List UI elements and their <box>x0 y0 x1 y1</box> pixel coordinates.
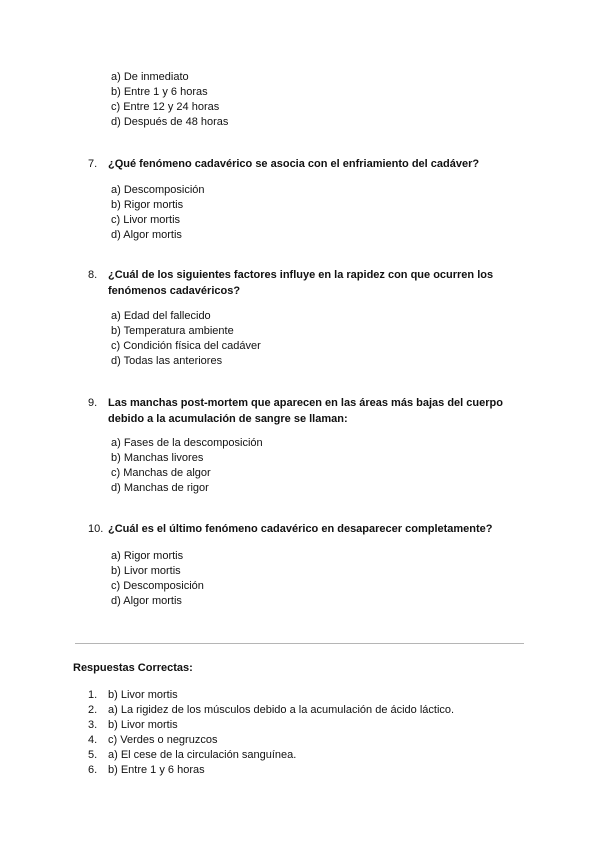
question-8 <box>88 267 518 299</box>
question-7-text: ¿Qué fenómeno cadavérico se asocia con el enfriamiento del cadáver? <box>108 158 480 170</box>
question-7-number: 7. <box>88 158 98 170</box>
question-9-text: Las manchas post-mortem que aparecen en las áreas más bajas del cuerpo debido a la acumulación de sangre se llaman: <box>108 397 503 425</box>
answer-item <box>88 763 454 778</box>
q10-option-b: b) Livor mortis <box>111 565 181 577</box>
q7-option-b: b) Rigor mortis <box>111 199 184 211</box>
q8-option-d: d) Todas las anteriores <box>111 355 223 367</box>
q7-option-c: c) Livor mortis <box>111 214 181 226</box>
answer-number: 1. <box>88 689 98 701</box>
answer-item <box>88 733 454 748</box>
answer-text: b) Livor mortis <box>108 719 178 731</box>
question-10 <box>88 521 518 537</box>
q10-option-c: c) Descomposición <box>111 580 204 592</box>
answer-text: b) Entre 1 y 6 horas <box>108 764 205 776</box>
q7-options <box>111 183 205 243</box>
answer-number: 5. <box>88 749 98 761</box>
question-8-text: ¿Cuál de los siguientes factores influye en la rapidez con que ocurren los fenómenos cadavéricos? <box>108 269 494 297</box>
answer-text: a) El cese de la circulación sanguínea. <box>108 749 297 761</box>
question-10-number: 10. <box>88 523 104 535</box>
answer-number: 6. <box>88 764 98 776</box>
answer-item <box>88 718 454 733</box>
q9-options <box>111 436 263 496</box>
q9-option-a: a) Fases de la descomposición <box>111 437 263 449</box>
answer-text: c) Verdes o negruzcos <box>108 734 218 746</box>
question-7 <box>88 156 518 172</box>
answer-number: 2. <box>88 704 98 716</box>
q6-option-b: b) Entre 1 y 6 horas <box>111 86 208 98</box>
answer-item <box>88 748 454 763</box>
q7-option-a: a) Descomposición <box>111 184 205 196</box>
q8-option-a: a) Edad del fallecido <box>111 310 211 322</box>
answer-number: 4. <box>88 734 98 746</box>
question-8-number: 8. <box>88 269 98 281</box>
q8-options <box>111 309 261 369</box>
answer-text: b) Livor mortis <box>108 689 178 701</box>
q6-options <box>111 70 228 130</box>
answers-list <box>88 688 454 778</box>
answer-number: 3. <box>88 719 98 731</box>
horizontal-divider <box>75 643 524 644</box>
q8-option-b: b) Temperatura ambiente <box>111 325 234 337</box>
question-9 <box>88 395 518 427</box>
q9-option-c: c) Manchas de algor <box>111 467 211 479</box>
q8-option-c: c) Condición física del cadáver <box>111 340 261 352</box>
q9-option-b: b) Manchas livores <box>111 452 204 464</box>
q6-option-c: c) Entre 12 y 24 horas <box>111 101 220 113</box>
q9-option-d: d) Manchas de rigor <box>111 482 209 494</box>
q7-option-d: d) Algor mortis <box>111 229 182 241</box>
q10-option-d: d) Algor mortis <box>111 595 182 607</box>
question-9-number: 9. <box>88 397 98 409</box>
answers-title: Respuestas Correctas: <box>73 662 193 674</box>
q6-option-d: d) Después de 48 horas <box>111 116 229 128</box>
q6-option-a: a) De inmediato <box>111 71 189 83</box>
answer-item <box>88 703 454 718</box>
q10-options <box>111 549 204 609</box>
answer-text: a) La rigidez de los músculos debido a la acumulación de ácido láctico. <box>108 704 455 716</box>
question-10-text: ¿Cuál es el último fenómeno cadavérico en desaparecer completamente? <box>108 523 493 535</box>
q10-option-a: a) Rigor mortis <box>111 550 184 562</box>
answer-item <box>88 688 454 703</box>
